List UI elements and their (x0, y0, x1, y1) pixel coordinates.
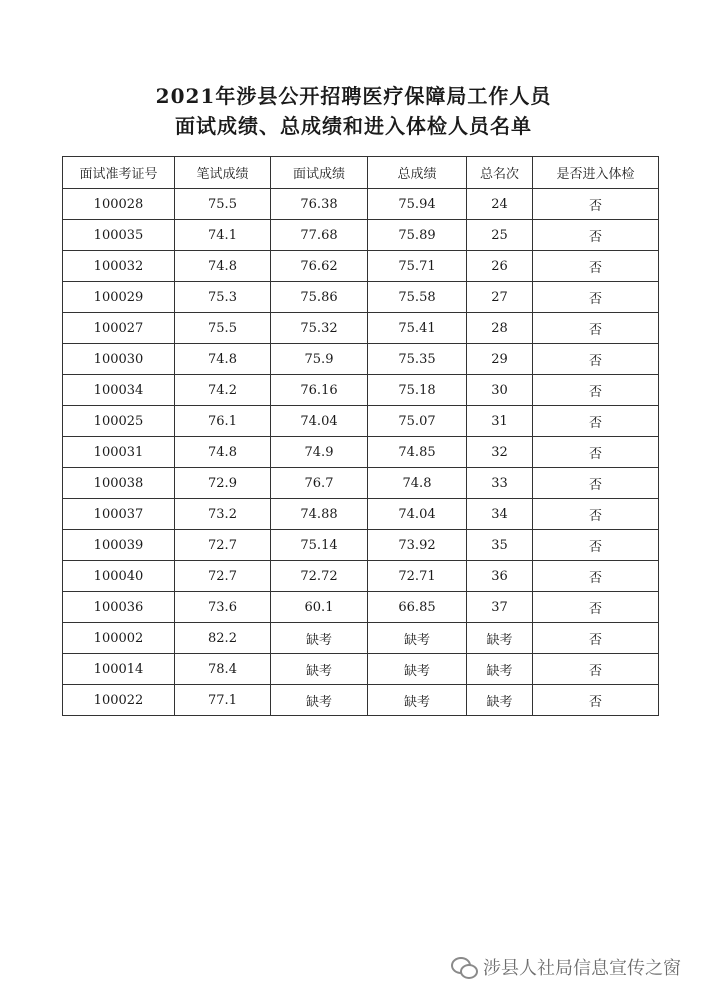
cell-total-rank: 28 (467, 313, 533, 344)
cell-written-score: 75.3 (175, 282, 271, 313)
cell-physical-exam: 否 (533, 561, 659, 592)
cell-total-score: 75.07 (368, 406, 467, 437)
cell-interview-score: 75.86 (271, 282, 368, 313)
cell-exam-number: 100014 (63, 654, 175, 685)
cell-interview-score: 76.62 (271, 251, 368, 282)
cell-interview-score: 74.04 (271, 406, 368, 437)
cell-written-score: 78.4 (175, 654, 271, 685)
cell-total-score: 缺考 (368, 685, 467, 716)
header-total-rank: 总名次 (467, 157, 533, 189)
cell-exam-number: 100036 (63, 592, 175, 623)
cell-written-score: 77.1 (175, 685, 271, 716)
cell-interview-score: 74.9 (271, 437, 368, 468)
cell-written-score: 82.2 (175, 623, 271, 654)
table-header-row (63, 157, 659, 189)
cell-written-score: 72.7 (175, 561, 271, 592)
watermark-text: 涉县人社局信息宣传之窗 (483, 958, 681, 979)
document-title-line1: 2021年涉县公开招聘医疗保障局工作人员 (155, 84, 552, 108)
cell-written-score: 75.5 (175, 313, 271, 344)
cell-written-score: 73.2 (175, 499, 271, 530)
cell-exam-number: 100002 (63, 623, 175, 654)
cell-exam-number: 100035 (63, 220, 175, 251)
cell-physical-exam: 否 (533, 468, 659, 499)
table-row (63, 561, 659, 592)
cell-physical-exam: 否 (533, 530, 659, 561)
cell-total-rank: 缺考 (467, 623, 533, 654)
cell-interview-score: 60.1 (271, 592, 368, 623)
cell-written-score: 75.5 (175, 189, 271, 220)
cell-written-score: 74.8 (175, 344, 271, 375)
table-row (63, 313, 659, 344)
table-row (63, 406, 659, 437)
cell-total-rank: 36 (467, 561, 533, 592)
cell-total-rank: 缺考 (467, 685, 533, 716)
document-title-line2: 面试成绩、总成绩和进入体检人员名单 (175, 114, 532, 138)
cell-exam-number: 100030 (63, 344, 175, 375)
table-row (63, 282, 659, 313)
cell-interview-score: 77.68 (271, 220, 368, 251)
cell-physical-exam: 否 (533, 189, 659, 220)
cell-exam-number: 100039 (63, 530, 175, 561)
cell-written-score: 73.6 (175, 592, 271, 623)
cell-total-rank: 26 (467, 251, 533, 282)
cell-total-rank: 30 (467, 375, 533, 406)
cell-total-score: 73.92 (368, 530, 467, 561)
cell-interview-score: 缺考 (271, 685, 368, 716)
cell-written-score: 74.8 (175, 251, 271, 282)
header-written-score: 笔试成绩 (175, 157, 271, 189)
table-row (63, 654, 659, 685)
score-table (62, 156, 659, 716)
cell-interview-score: 76.7 (271, 468, 368, 499)
cell-total-rank: 27 (467, 282, 533, 313)
table-row (63, 375, 659, 406)
wechat-icon (451, 956, 477, 978)
cell-total-score: 75.18 (368, 375, 467, 406)
cell-total-rank: 32 (467, 437, 533, 468)
table-row (63, 189, 659, 220)
header-exam-number: 面试准考证号 (63, 157, 175, 189)
cell-physical-exam: 否 (533, 654, 659, 685)
cell-total-rank: 33 (467, 468, 533, 499)
cell-total-score: 75.94 (368, 189, 467, 220)
cell-written-score: 74.1 (175, 220, 271, 251)
cell-physical-exam: 否 (533, 220, 659, 251)
cell-exam-number: 100040 (63, 561, 175, 592)
cell-physical-exam: 否 (533, 592, 659, 623)
table-row (63, 468, 659, 499)
cell-exam-number: 100034 (63, 375, 175, 406)
cell-physical-exam: 否 (533, 685, 659, 716)
cell-total-rank: 缺考 (467, 654, 533, 685)
cell-physical-exam: 否 (533, 251, 659, 282)
cell-physical-exam: 否 (533, 406, 659, 437)
cell-total-rank: 37 (467, 592, 533, 623)
header-total-score: 总成绩 (368, 157, 467, 189)
cell-exam-number: 100029 (63, 282, 175, 313)
cell-exam-number: 100032 (63, 251, 175, 282)
cell-total-rank: 35 (467, 530, 533, 561)
cell-interview-score: 缺考 (271, 623, 368, 654)
cell-physical-exam: 否 (533, 313, 659, 344)
cell-total-score: 缺考 (368, 623, 467, 654)
table-row (63, 685, 659, 716)
cell-exam-number: 100038 (63, 468, 175, 499)
table-row (63, 437, 659, 468)
cell-exam-number: 100025 (63, 406, 175, 437)
table-body (63, 189, 659, 716)
cell-exam-number: 100028 (63, 189, 175, 220)
cell-total-score: 72.71 (368, 561, 467, 592)
cell-total-rank: 24 (467, 189, 533, 220)
cell-total-rank: 34 (467, 499, 533, 530)
cell-interview-score: 75.32 (271, 313, 368, 344)
cell-physical-exam: 否 (533, 437, 659, 468)
table-row (63, 344, 659, 375)
table-row (63, 499, 659, 530)
cell-physical-exam: 否 (533, 375, 659, 406)
cell-interview-score: 72.72 (271, 561, 368, 592)
cell-exam-number: 100037 (63, 499, 175, 530)
cell-physical-exam: 否 (533, 499, 659, 530)
cell-total-score: 66.85 (368, 592, 467, 623)
cell-exam-number: 100022 (63, 685, 175, 716)
cell-physical-exam: 否 (533, 282, 659, 313)
cell-written-score: 74.2 (175, 375, 271, 406)
cell-physical-exam: 否 (533, 623, 659, 654)
cell-total-score: 缺考 (368, 654, 467, 685)
cell-total-score: 74.8 (368, 468, 467, 499)
cell-interview-score: 75.14 (271, 530, 368, 561)
table-row (63, 592, 659, 623)
cell-total-rank: 31 (467, 406, 533, 437)
cell-written-score: 72.7 (175, 530, 271, 561)
cell-written-score: 76.1 (175, 406, 271, 437)
cell-exam-number: 100027 (63, 313, 175, 344)
table-row (63, 220, 659, 251)
table-row (63, 623, 659, 654)
table-row (63, 530, 659, 561)
cell-interview-score: 缺考 (271, 654, 368, 685)
cell-exam-number: 100031 (63, 437, 175, 468)
header-physical-exam: 是否进入体检 (533, 157, 659, 189)
cell-total-score: 75.58 (368, 282, 467, 313)
cell-interview-score: 76.38 (271, 189, 368, 220)
cell-total-score: 75.71 (368, 251, 467, 282)
table-row (63, 251, 659, 282)
cell-total-rank: 25 (467, 220, 533, 251)
cell-total-score: 74.85 (368, 437, 467, 468)
cell-interview-score: 75.9 (271, 344, 368, 375)
cell-interview-score: 76.16 (271, 375, 368, 406)
cell-total-score: 75.89 (368, 220, 467, 251)
cell-written-score: 72.9 (175, 468, 271, 499)
cell-total-score: 74.04 (368, 499, 467, 530)
cell-total-score: 75.35 (368, 344, 467, 375)
cell-total-score: 75.41 (368, 313, 467, 344)
watermark (451, 954, 681, 980)
cell-physical-exam: 否 (533, 344, 659, 375)
cell-interview-score: 74.88 (271, 499, 368, 530)
cell-total-rank: 29 (467, 344, 533, 375)
header-interview-score: 面试成绩 (271, 157, 368, 189)
cell-written-score: 74.8 (175, 437, 271, 468)
